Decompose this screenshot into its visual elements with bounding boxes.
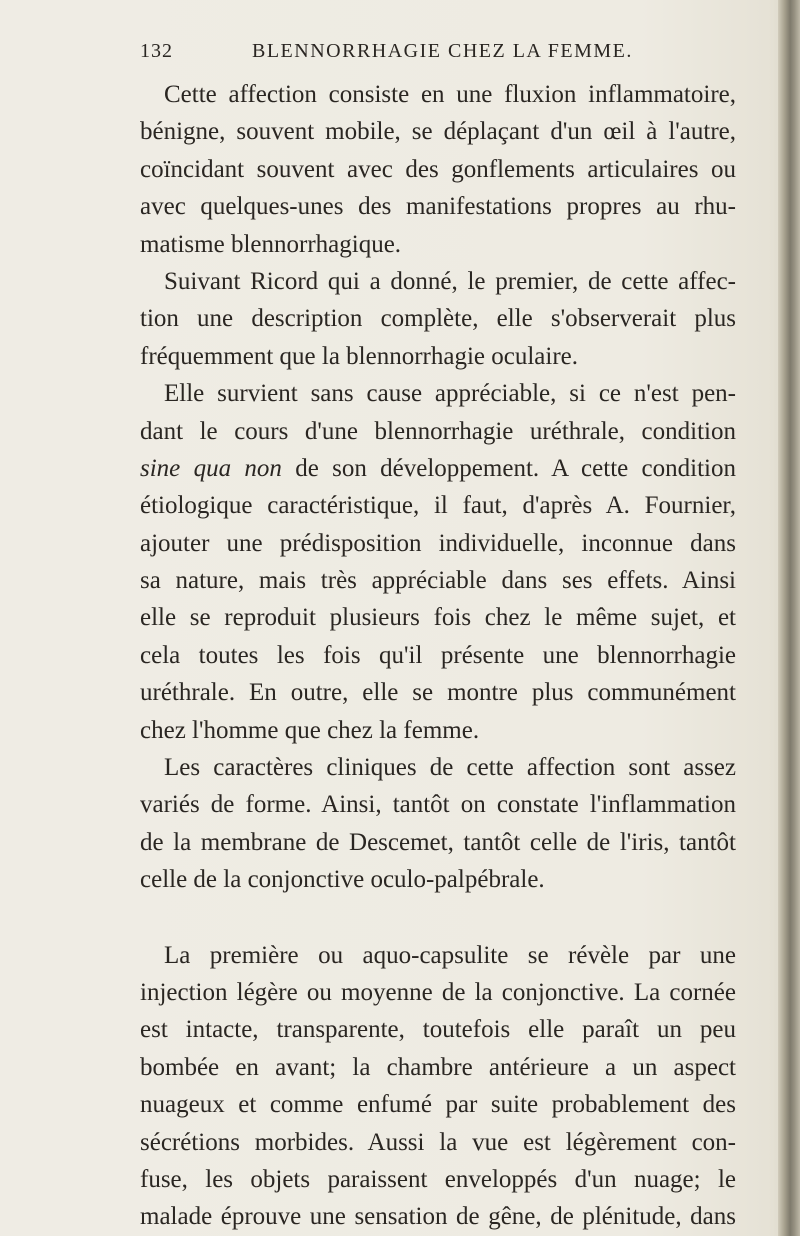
paragraph-5 [140,937,736,1236]
text-line: elle se reproduit plusieurs fois chez le même sujet, et [140,604,736,632]
text-line [140,450,736,487]
paragraph-3 [140,375,736,749]
page-edge-shadow [778,0,800,1236]
text-line: fuse, les objets paraissent enveloppés d'un nuage; le [140,1165,736,1193]
text-line: de la membrane de Descemet, tantôt celle de l'iris, tantôt [140,828,736,856]
text-line: nuageux et comme enfumé par suite probablement des [140,1091,736,1119]
text-line: tion une description complète, elle s'observerait plus [140,305,736,333]
page-header [140,40,760,70]
text-line: sécrétions morbides. Aussi la vue est légèrement con- [140,1128,736,1156]
text-line: coïncidant souvent avec des gonflements articulaires ou [140,155,736,183]
text-line: avec quelques-unes des manifestations propres au rhu- [140,193,736,221]
text-line: dant le cours d'une blennorrhagie uréthrale, condition [140,417,736,445]
text-line: cela toutes les fois qu'il présente une blennorrhagie [140,641,736,669]
page-number: 132 [140,40,173,62]
text-line: bénigne, souvent mobile, se déplaçant d'un œil à l'autre, [140,118,736,146]
text-line: fréquemment que la blennorrhagie oculaire. [140,342,579,370]
text-line: malade éprouve une sensation de gêne, de plénitude, dans [140,1203,736,1231]
text-line: La première ou aquo-capsulite se révèle par une [164,941,736,969]
text-line: est intacte, transparente, toutefois elle paraît un peu [140,1016,736,1044]
text-line: sa nature, mais très appréciable dans ses effets. Ainsi [140,567,736,595]
section-gap [140,899,736,937]
paragraph-4 [140,749,736,899]
text-line: Elle survient sans cause appréciable, si ce n'est pen- [164,380,736,408]
text-line: Cette affection consiste en une fluxion inflammatoire, [164,81,736,108]
text-line: uréthrale. En outre, elle se montre plus communément [140,679,736,707]
text-line: Les caractères cliniques de cette affection sont assez [164,754,736,782]
latin-phrase: sine qua non [140,454,282,482]
text-line: Suivant Ricord qui a donné, le premier, de cette affec- [164,267,736,295]
text-line: celle de la conjonctive oculo-palpébrale. [140,866,545,894]
text-fragment: de son développement. A cette condition [281,454,736,482]
text-line: chez l'homme que chez la femme. [140,716,480,744]
text-line: matisme blennorrhagique. [140,230,402,258]
running-head: BLENNORRHAGIE CHEZ LA FEMME. [252,40,633,62]
body-text [140,76,736,1236]
text-line: étiologique caractéristique, il faut, d'après A. Fournier, [140,492,736,520]
text-line: injection légère ou moyenne de la conjonctive. La cornée [140,978,736,1006]
paragraph-1 [140,76,736,263]
text-line: bombée en avant; la chambre antérieure a un aspect [140,1053,736,1081]
text-line: ajouter une prédisposition individuelle, inconnue dans [140,529,736,557]
paragraph-2 [140,263,736,375]
text-line: variés de forme. Ainsi, tantôt on constate l'inflammation [140,791,736,819]
